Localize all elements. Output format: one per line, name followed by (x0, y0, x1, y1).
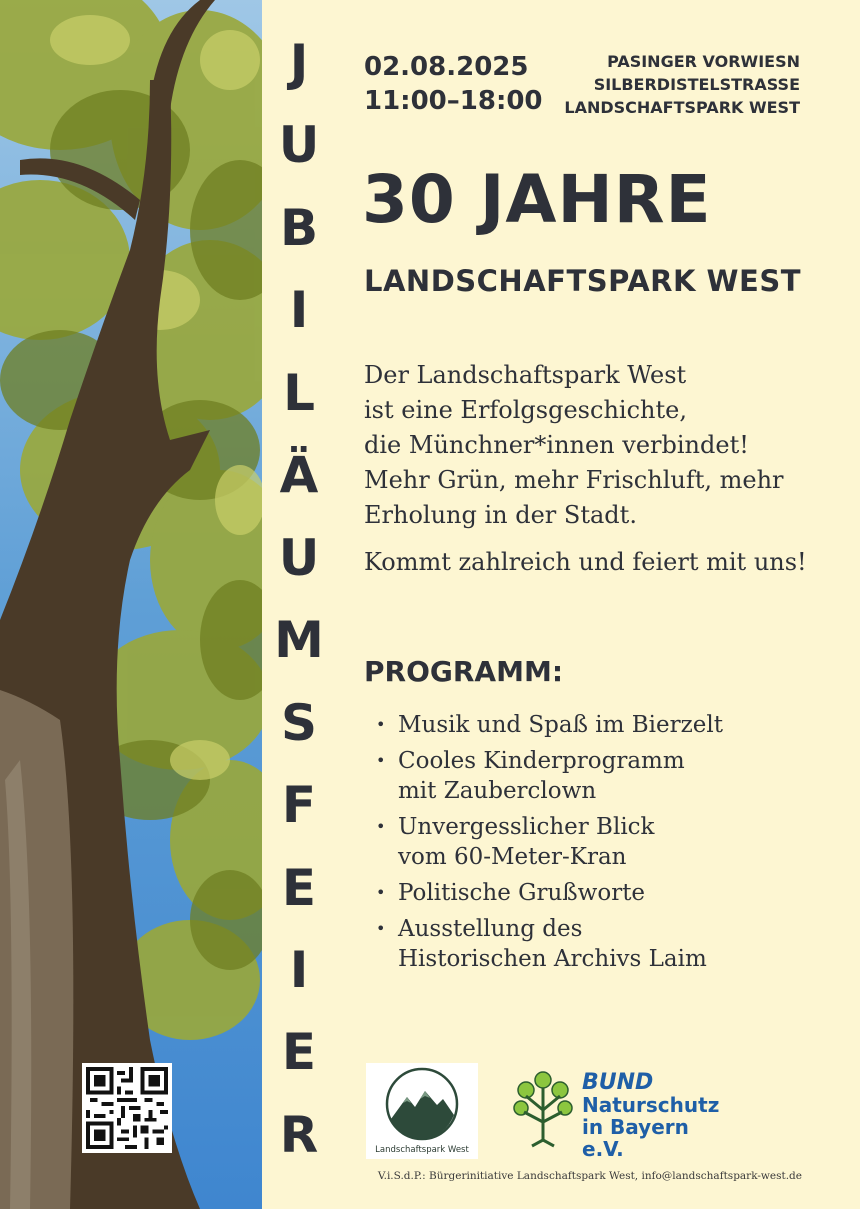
location-line: LANDSCHAFTSPARK WEST (564, 98, 800, 117)
mountain-circle-icon (385, 1067, 459, 1141)
intro-text (364, 358, 834, 592)
program-item-line: Musik und Spaß im Bierzelt (398, 712, 723, 738)
program-list (376, 710, 816, 980)
vertical-title-letter: J (289, 34, 309, 92)
intro-line: Erholung in der Stadt. (364, 501, 637, 529)
vertical-title-letter: I (289, 940, 309, 999)
landschaftspark-logo (366, 1063, 478, 1159)
bund-line: in Bayern e.V. (582, 1115, 689, 1161)
vertical-title (268, 34, 330, 1164)
program-item (376, 878, 816, 908)
program-item-line: Cooles Kinderprogramm (398, 748, 685, 774)
program-item (376, 914, 816, 974)
program-item-line: mit Zauberclown (398, 778, 597, 804)
park-logo-caption: Landschaftspark West (375, 1145, 469, 1155)
event-location (564, 50, 800, 119)
subheadline: LANDSCHAFTSPARK WEST (364, 264, 802, 298)
bund-line: Naturschutz (582, 1093, 720, 1117)
intro-line: Mehr Grün, mehr Frischluft, mehr (364, 466, 784, 494)
program-item (376, 812, 816, 872)
program-item (376, 746, 816, 806)
bund-text (582, 1072, 732, 1160)
bund-line: BUND (582, 1070, 654, 1095)
qr-code-icon (86, 1067, 168, 1149)
program-item-line: Unvergesslicher Blick (398, 814, 655, 840)
bund-logo (512, 1070, 732, 1161)
program-heading: PROGRAMM: (364, 655, 564, 688)
program-item-line: vom 60-Meter-Kran (398, 844, 627, 870)
event-time: 11:00–18:00 (364, 86, 543, 116)
call-to-action: Kommt zahlreich und feiert mit uns! (364, 548, 807, 576)
intro-line: Der Landschaftspark West (364, 361, 687, 389)
intro-line: die Münchner*innen verbindet! (364, 431, 749, 459)
program-item (376, 710, 816, 740)
vertical-title-letter: E (281, 1023, 317, 1082)
vertical-title-letter: B (279, 198, 319, 257)
qr-code[interactable] (82, 1063, 172, 1153)
program-item-line: Politische Grußworte (398, 880, 646, 906)
program-item-line: Ausstellung des (398, 916, 583, 942)
headline: 30 JAHRE (362, 161, 712, 238)
vertical-title-letter: U (278, 528, 320, 587)
tree-photo (0, 0, 262, 1209)
location-line: SILBERDISTELSTRASSE (593, 75, 800, 94)
program-item-line: Historischen Archivs Laim (398, 946, 707, 972)
vertical-title-letter: L (283, 363, 315, 422)
vertical-title-letter: R (279, 1105, 319, 1164)
vertical-title-letter: I (289, 281, 309, 340)
event-datetime (364, 50, 543, 118)
vertical-title-letter: F (281, 776, 317, 835)
imprint: V.i.S.d.P.: Bürgerinitiative Landschaftspark West, info@landschaftspark-west.de (377, 1170, 802, 1182)
vertical-title-letter: S (280, 693, 317, 752)
intro-line: ist eine Erfolgsgeschichte, (364, 396, 687, 424)
event-date: 02.08.2025 (364, 52, 529, 82)
vertical-title-letter: Ä (279, 446, 319, 505)
location-line: PASINGER VORWIESN (607, 52, 800, 71)
vertical-title-letter: E (281, 858, 317, 917)
tree-icon (512, 1070, 574, 1148)
vertical-title-letter: M (274, 611, 324, 670)
vertical-title-letter: U (278, 116, 320, 175)
